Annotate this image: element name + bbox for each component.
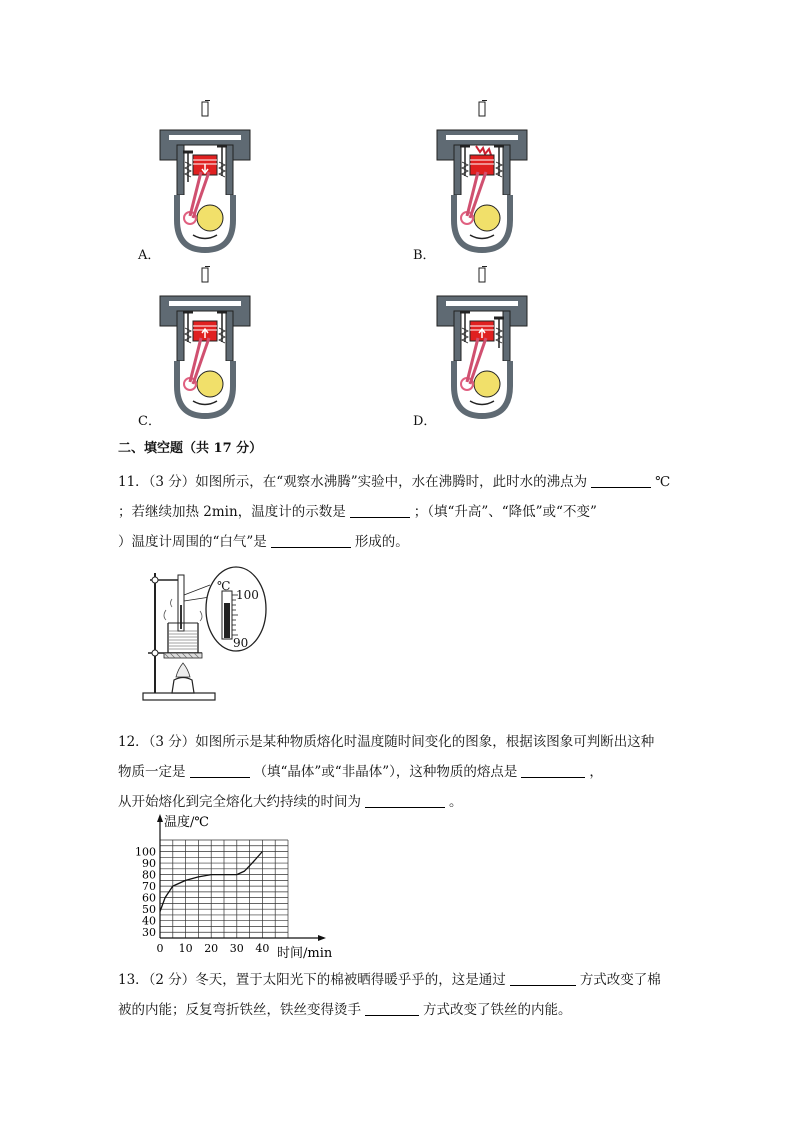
q11-blank-1[interactable] bbox=[591, 473, 651, 488]
q12-blank-1[interactable] bbox=[190, 763, 250, 778]
q11-text-5: 形成的。 bbox=[354, 534, 409, 550]
engine-diagram-b bbox=[432, 100, 532, 255]
spark-plug bbox=[202, 268, 208, 282]
q11-text-4: ）温度计周围的“白气”是 bbox=[118, 534, 267, 550]
option-d-label: D． bbox=[413, 414, 437, 429]
q13-line2 bbox=[118, 998, 572, 1018]
q13-blank-2[interactable] bbox=[365, 1001, 419, 1016]
chart-axes bbox=[157, 814, 326, 941]
x-tick-label: 0 bbox=[156, 942, 164, 955]
y-tick-label: 50 bbox=[142, 903, 156, 917]
thermometer-100-label: 100 bbox=[236, 588, 259, 602]
q11-text-1: 11．（3 分）如图所示，在“观察水沸腾”实验中，水在沸腾时，此时水的沸点为 bbox=[118, 474, 588, 490]
engine-d-parts bbox=[437, 266, 527, 416]
spark-plug bbox=[202, 102, 208, 116]
engine-a-parts bbox=[160, 100, 250, 250]
q12-text-2: （填“晶体”或“非晶体”），这种物质的熔点是 bbox=[253, 764, 518, 780]
q12-line2 bbox=[118, 760, 603, 780]
q12-text-3: ， bbox=[589, 764, 603, 780]
x-tick-label: 40 bbox=[255, 942, 270, 955]
q11-unit: ℃ bbox=[655, 474, 671, 490]
chart-x-axis-label: 时间/min bbox=[277, 946, 333, 961]
q11-line3 bbox=[118, 530, 409, 550]
engine-option-d bbox=[432, 266, 532, 421]
engine-option-b bbox=[432, 100, 532, 255]
q12-text-4: 从开始熔化到完全熔化大约持续的时间为 bbox=[118, 794, 361, 810]
y-tick-label: 80 bbox=[142, 868, 156, 882]
q13-blank-1[interactable] bbox=[510, 971, 576, 986]
chart-grid bbox=[160, 840, 288, 938]
q12-blank-3[interactable] bbox=[365, 793, 445, 808]
q13-text-4: 方式改变了铁丝的内能。 bbox=[423, 1002, 572, 1018]
q12-text-1: 物质一定是 bbox=[118, 764, 186, 780]
x-tick-label: 20 bbox=[204, 942, 219, 955]
engine-c-parts bbox=[160, 266, 250, 416]
y-tick-label: 30 bbox=[142, 926, 156, 940]
crank-disk bbox=[474, 205, 500, 231]
q13-text-1: 13．（2 分）冬天，置于太阳光下的棉被晒得暖乎乎的，这是通过 bbox=[118, 972, 506, 988]
option-c-label: C． bbox=[138, 414, 161, 429]
spark-plug bbox=[479, 102, 485, 116]
spark-burst bbox=[476, 146, 491, 155]
x-tick-label: 10 bbox=[178, 942, 193, 955]
y-tick-label: 90 bbox=[142, 857, 156, 871]
melting-chart-svg bbox=[120, 810, 350, 962]
thermometer-unit-label: ℃ bbox=[217, 579, 231, 593]
x-tick-label: 30 bbox=[229, 942, 244, 955]
q13-text-3: 被的内能；反复弯折铁丝，铁丝变得烫手 bbox=[118, 1002, 361, 1018]
thermometer-90-label: 90 bbox=[233, 636, 249, 650]
option-a-label: A． bbox=[138, 248, 161, 263]
q11-blank-3[interactable] bbox=[271, 533, 351, 548]
q11-line2 bbox=[118, 500, 597, 520]
q11-text-3: ；（填“升高”、“降低”或“不变” bbox=[413, 504, 597, 520]
crank-disk bbox=[197, 371, 223, 397]
engine-option-c bbox=[155, 266, 255, 421]
engine-b-parts bbox=[437, 100, 527, 250]
q12-text-5: 。 bbox=[449, 794, 463, 810]
q11-line1 bbox=[118, 470, 670, 490]
q11-text-2: ；若继续加热 2min，温度计的示数是 bbox=[118, 504, 346, 520]
q13-line1 bbox=[118, 968, 661, 988]
engine-diagram-d bbox=[432, 266, 532, 421]
y-tick-label: 40 bbox=[142, 914, 156, 928]
q12-line3 bbox=[118, 790, 463, 810]
engine-diagram-c bbox=[155, 266, 255, 421]
y-tick-label: 100 bbox=[135, 845, 156, 859]
boiling-apparatus-figure bbox=[140, 565, 280, 710]
y-axis-arrow bbox=[157, 814, 163, 822]
y-tick-label: 60 bbox=[142, 891, 156, 905]
y-tick-label: 70 bbox=[142, 880, 156, 894]
spark-plug bbox=[479, 268, 485, 282]
section-heading: 二、填空题（共 17 分） bbox=[118, 441, 263, 456]
option-b-label: B． bbox=[413, 248, 436, 263]
engine-option-a bbox=[155, 100, 255, 255]
q12-blank-2[interactable] bbox=[521, 763, 585, 778]
chart-y-axis-label: 温度/℃ bbox=[164, 815, 209, 830]
melting-chart bbox=[120, 810, 350, 962]
crank-disk bbox=[197, 205, 223, 231]
q12-line1: 12．（3 分）如图所示是某种物质熔化时温度随时间变化的图象，根据该图象可判断出这种 bbox=[118, 734, 655, 750]
q13-text-2: 方式改变了棉 bbox=[579, 972, 661, 988]
x-axis-arrow bbox=[318, 935, 326, 941]
crank-disk bbox=[474, 371, 500, 397]
q11-blank-2[interactable] bbox=[350, 503, 410, 518]
boiling-apparatus-svg bbox=[140, 565, 280, 710]
engine-diagram-a bbox=[155, 100, 255, 255]
piston bbox=[470, 155, 494, 175]
